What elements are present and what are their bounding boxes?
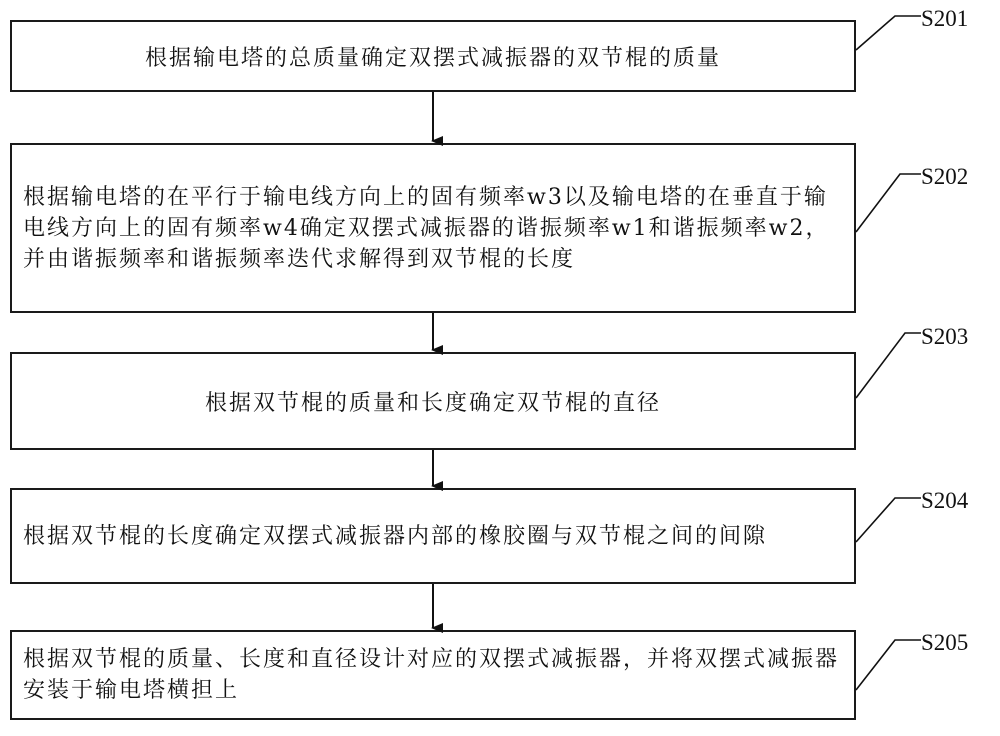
leader-s202 [856,174,921,232]
step-label-s205: S205 [921,630,969,655]
leader-s204 [856,498,921,542]
step-label-s201: S201 [921,6,969,31]
step-label-s204: S204 [921,488,969,513]
step-text-s202: 根据输电塔的在平行于输电线方向上的固有频率w3以及输电塔的在垂直于输电线方向上的固有频率w4确定双摆式减振器的谐振频率w1和谐振频率w2，并由谐振频率和谐振频率迭代求解得到双节棍的长度 [23,184,830,272]
leader-s205 [856,640,921,690]
step-text-s201: 根据输电塔的总质量确定双摆式减振器的双节棍的质量 [144,45,721,71]
step-text-s205: 根据双节棍的质量、长度和直径设计对应的双摆式减振器，并将双摆式减振器安装于输电塔横担上 [23,647,840,703]
leader-s203 [856,333,921,398]
step-label-s202: S202 [921,164,969,189]
leader-s201 [856,16,921,50]
step-text-s204: 根据双节棍的长度确定双摆式减振器内部的橡胶圈与双节棍之间的间隙 [23,523,768,549]
step-text-s203: 根据双节棍的质量和长度确定双节棍的直径 [204,390,661,416]
step-label-s203: S203 [921,324,969,349]
